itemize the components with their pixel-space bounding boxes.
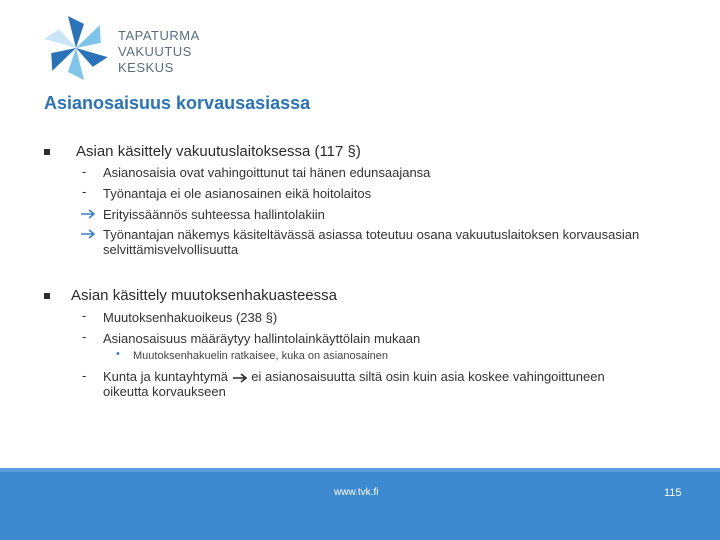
section1-item-2: Työnantaja ei ole asianosainen eikä hoitolaitos xyxy=(103,186,372,201)
logo xyxy=(40,12,240,84)
section2-item-3-start: Kunta ja kuntayhtymä xyxy=(103,369,229,384)
dash-bullet: - xyxy=(82,308,87,323)
section1-heading: Asian käsittely vakuutuslaitoksessa (117 §) xyxy=(76,143,361,160)
slide-title: Asianosaisuus korvausasiassa xyxy=(44,93,311,113)
bullet-square-icon xyxy=(44,293,50,299)
arrow-right-icon xyxy=(232,373,248,383)
section2-item-3-end: ei asianosaisuutta siltä osin kuin asia koskee vahingoittuneen oikeutta korvaukseen xyxy=(103,369,605,399)
dash-bullet: - xyxy=(82,164,87,179)
footer-bar xyxy=(0,468,720,540)
arrow-right-icon xyxy=(80,209,96,219)
section1-item-4: Työnantajan näkemys käsiteltävässä asiassa toteutuu osana vakuutuslaitoksen korvausasian selvittämisvelvollisuutta xyxy=(103,227,640,257)
section2-item-1: Muutoksenhakuoikeus (238 §) xyxy=(103,310,278,325)
section1-item-3: Erityissäännös suhteessa hallintolakiin xyxy=(103,207,325,222)
footer-highlight xyxy=(0,468,720,472)
bullet-dot-icon: • xyxy=(116,348,120,360)
logo-line-1: TAPATURMA xyxy=(118,28,200,43)
logo-line-2: VAKUUTUS xyxy=(118,44,192,59)
dash-bullet: - xyxy=(82,184,87,199)
logo-line-3: KESKUS xyxy=(118,60,174,75)
section2-heading: Asian käsittely muutoksenhakuasteessa xyxy=(71,287,337,304)
section2-item-3 xyxy=(103,369,623,399)
bullet-square-icon xyxy=(44,149,50,155)
star-logo-icon xyxy=(40,12,112,84)
section2-subitem: Muutoksenhakuelin ratkaisee, kuka on asianosainen xyxy=(133,350,388,362)
dash-bullet: - xyxy=(82,329,87,344)
arrow-right-icon xyxy=(80,229,96,239)
page-number: 115 xyxy=(664,487,682,499)
footer-url: www.tvk.fi xyxy=(334,487,379,498)
dash-bullet: - xyxy=(82,368,87,383)
section2-item-2: Asianosaisuus määräytyy hallintolainkäyttölain mukaan xyxy=(103,331,421,346)
logo-wordmark xyxy=(118,28,200,76)
section1-item-1: Asianosaisia ovat vahingoittunut tai hänen edunsaajansa xyxy=(103,165,431,180)
